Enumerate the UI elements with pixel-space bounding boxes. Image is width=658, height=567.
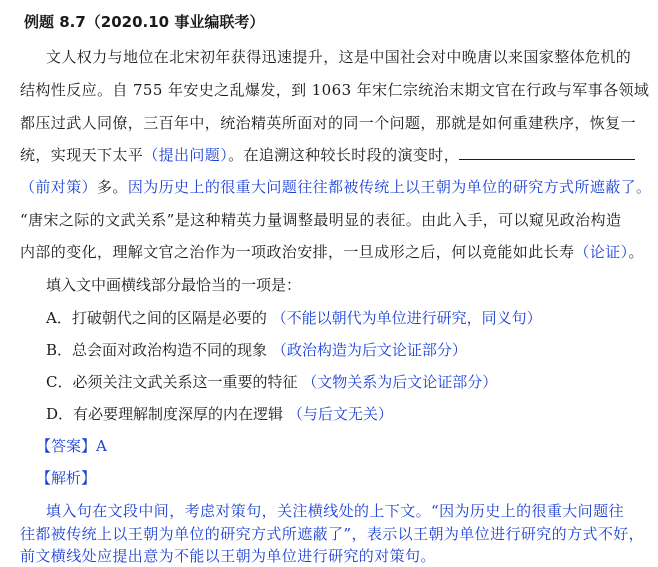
question-stem: 填入文中画横线部分最恰当的一项是： (46, 276, 302, 294)
option-c (46, 372, 658, 392)
annotation-raise-question: （提出问题） (143, 146, 229, 164)
passage-line-7 (20, 242, 644, 262)
option-b (46, 340, 658, 360)
annotation-key-sentence: 因为历史上的很重大问题往往都被传统上以王朝为单位的研究方式所遮蔽了。 (127, 178, 652, 196)
annotation-countermeasure: （前对策） (20, 178, 98, 196)
passage-line-1: 文人权力与地位在北宋初年获得迅速提升，这是中国社会对中晚唐以来国家整体危机的 (46, 48, 632, 66)
passage-line-2: 结构性反应。自 755 年安史之乱爆发，到 1063 年宋仁宗统治末期文官在行政与军事各领域 (20, 81, 650, 99)
option-b-text: B．总会面对政治构造不同的现象 (46, 341, 268, 359)
analysis-line-2: 往都被传统上以王朝为单位的研究方式所遮蔽了”，表示以王朝为单位进行研究的方式不好， (20, 525, 645, 543)
option-a-text: A．打破朝代之间的区隔是必要的 (46, 309, 267, 327)
passage-text: 。在追溯这种较长时段的演变时， (228, 146, 460, 164)
option-d (46, 404, 658, 424)
analysis-line-3: 前文横线处应提出意为不能以王朝为单位进行研究的对策句。 (20, 547, 436, 565)
passage-line-4 (20, 145, 632, 165)
passage-text: 。 (628, 243, 644, 261)
analysis-label: 【解析】 (36, 469, 97, 487)
passage-line-5 (20, 177, 652, 197)
passage-text: 多。 (97, 178, 128, 196)
passage-line-3: 都压过武人同僚，三百年中，统治精英所面对的同一个问题，那就是如何重建秩序，恢复一 (20, 114, 637, 132)
fill-in-blank (459, 145, 635, 160)
option-c-note: （文物关系为后文论证部分） (302, 373, 498, 391)
analysis-line-1: 填入句在文段中间，考虑对策句，关注横线处的上下文。“因为历史上的很重大问题往 (46, 502, 624, 520)
option-c-text: C．必须关注文武关系这一重要的特征 (46, 373, 298, 391)
option-a-note: （不能以朝代为单位进行研究，同义句） (271, 309, 542, 327)
option-a (46, 308, 658, 328)
option-b-note: （政治构造为后文论证部分） (271, 341, 467, 359)
option-d-text: D．有必要理解制度深厚的内在逻辑 (46, 405, 284, 423)
answer-line: 【答案】A (36, 437, 107, 455)
passage-text: 内部的变化，理解文官之治作为一项政治安排，一旦成形之后，何以竟能如此长寿 (20, 243, 575, 261)
passage-line-6: “唐宋之际的文武关系”是这种精英力量调整最明显的表征。由此入手，可以窥见政治构造 (20, 211, 622, 229)
passage-text: 统，实现天下太平 (20, 146, 144, 164)
annotation-argument: （论证） (574, 243, 629, 261)
option-d-note: （与后文无关） (287, 405, 393, 423)
example-title: 例题 8.7（2020.10 事业编联考） (24, 13, 265, 31)
